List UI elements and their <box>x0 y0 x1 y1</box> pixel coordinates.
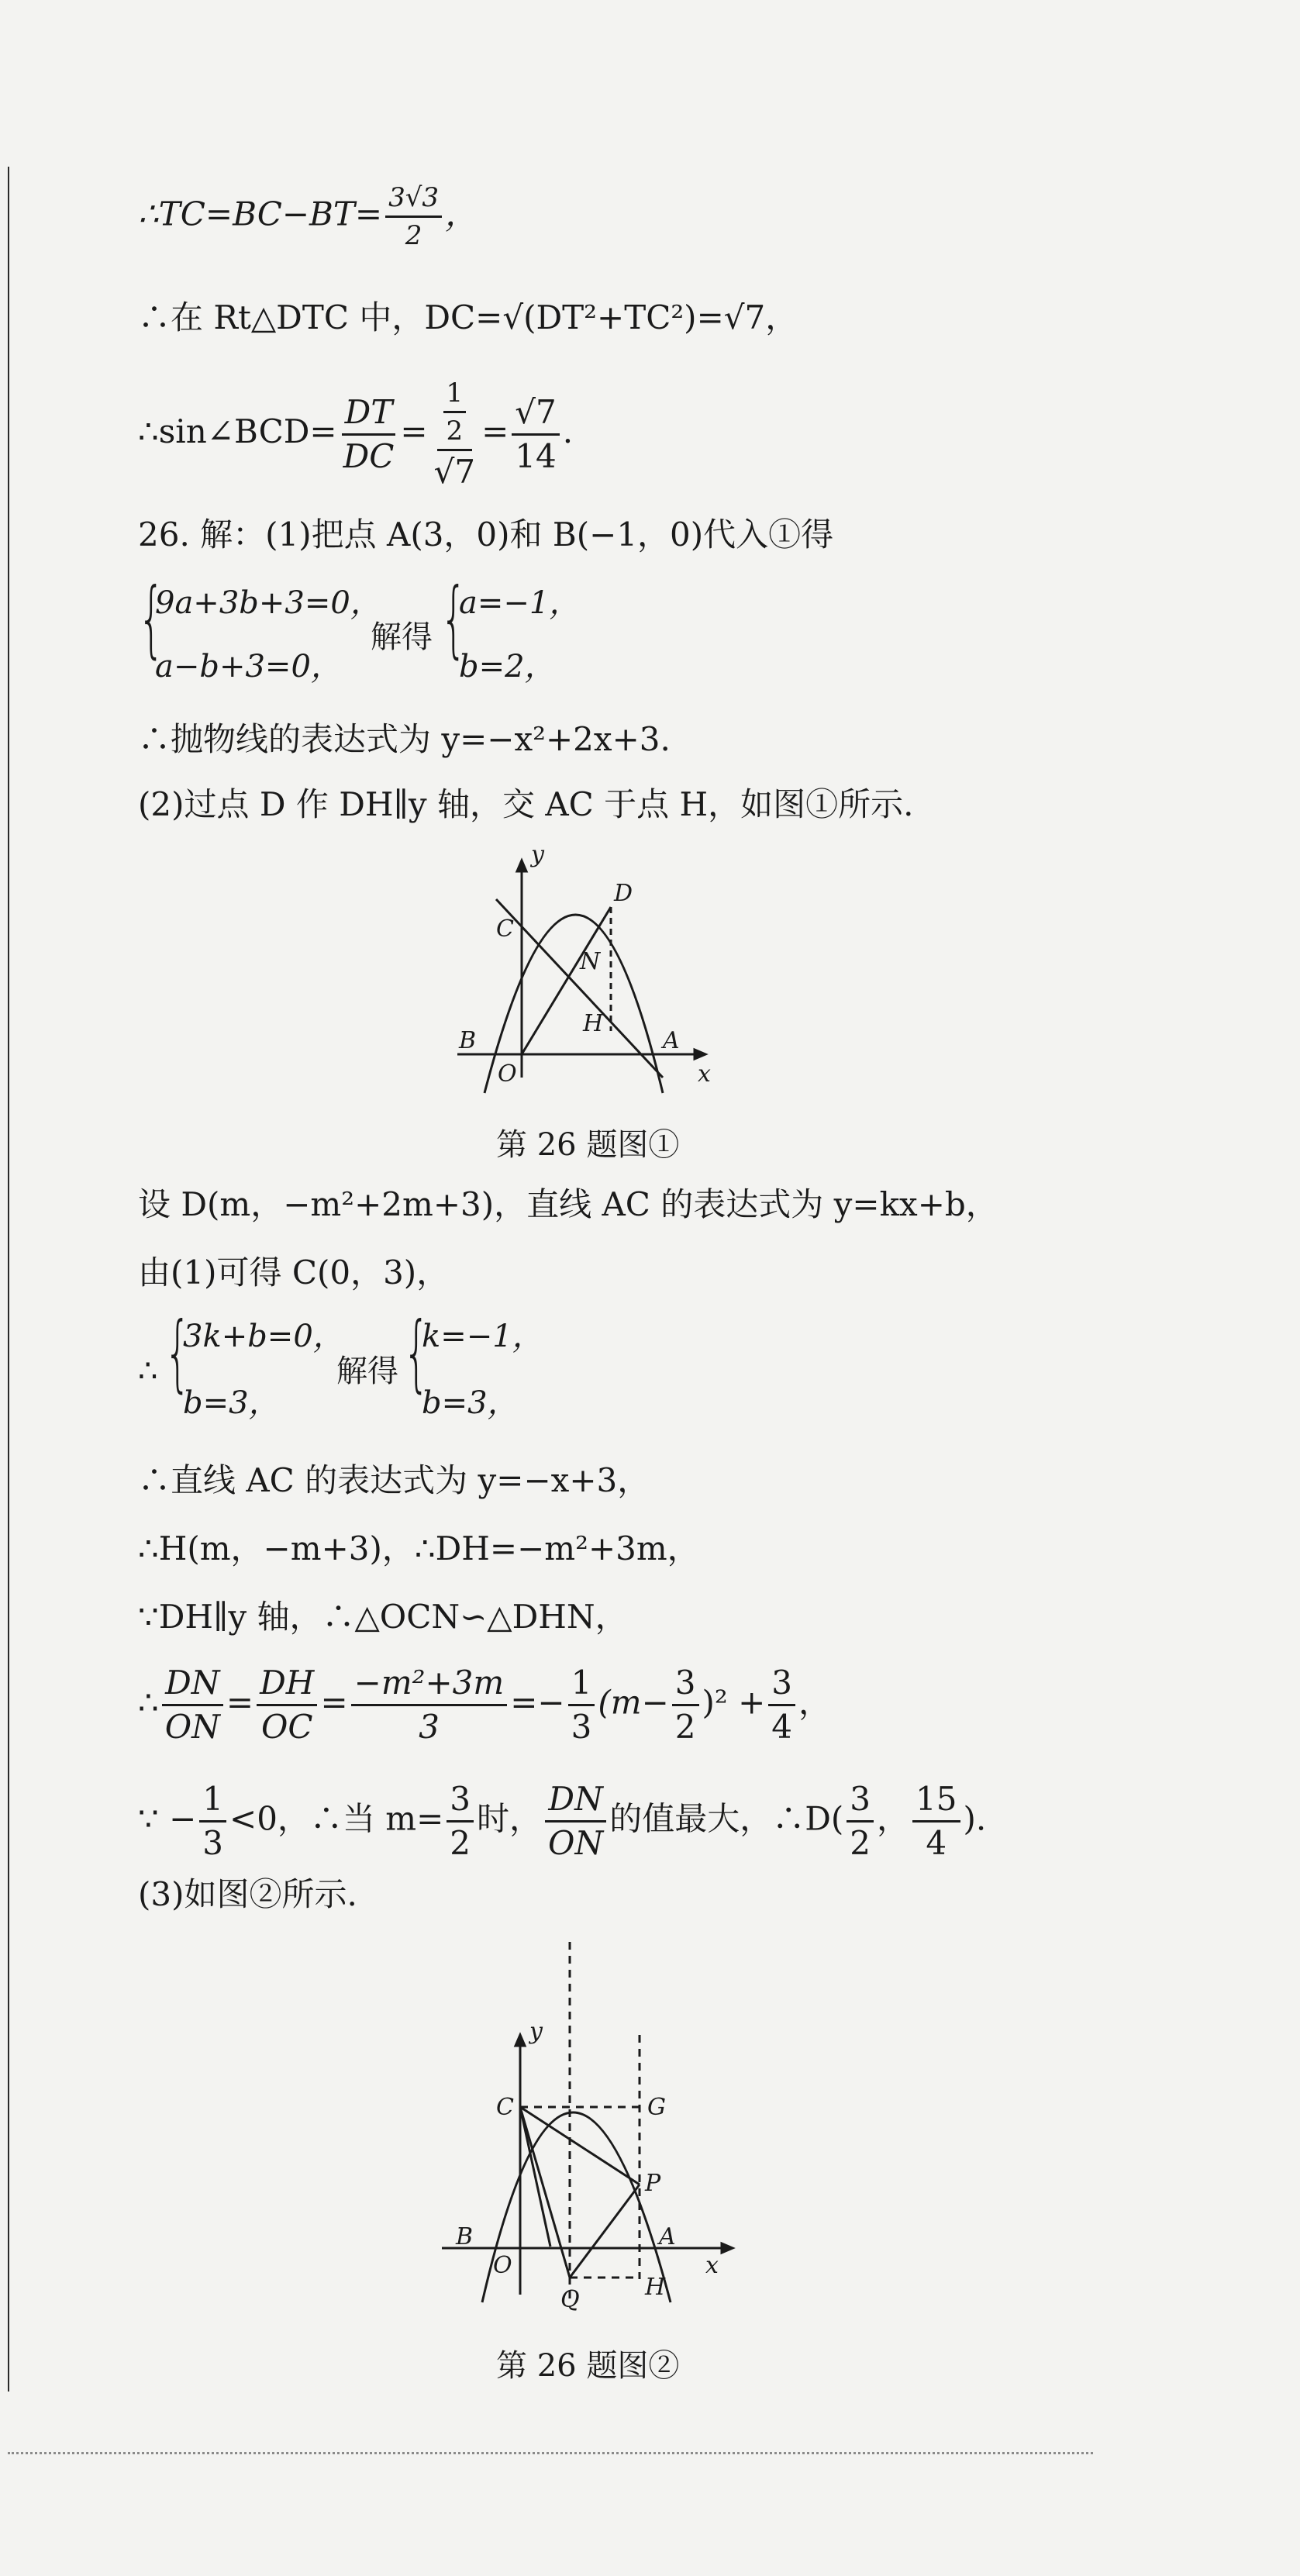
frac-den: 3 <box>571 1708 592 1746</box>
frac-num <box>437 380 473 451</box>
brace-left: { <box>440 571 467 667</box>
label-x: x <box>698 1060 711 1088</box>
line-tc <box>138 184 478 249</box>
frac-num: 3 <box>447 1783 474 1823</box>
max-mid3: 的值最大，∴D( <box>609 1799 844 1838</box>
frac-den: 14 <box>515 436 557 475</box>
frac-quadratic-over-3 <box>351 1664 508 1746</box>
frac-num: 3 <box>672 1667 699 1706</box>
maximum-line <box>138 1780 987 1862</box>
frac-den: 3 <box>419 1708 440 1746</box>
sys2-eq1: 3k+b=0， <box>183 1319 344 1354</box>
label-h: H <box>645 2274 666 2301</box>
point-h-line: ∴H(m，−m+3)，∴DH=−m²+3m， <box>138 1529 700 1567</box>
part-2-heading: (2)过点 D 作 DH∥y 轴，交 AC 于点 H，如图①所示. <box>138 785 914 823</box>
segment-cq <box>520 2107 570 2278</box>
frac-one-third <box>568 1664 595 1746</box>
frac-num: 3 <box>847 1783 874 1823</box>
label-a: A <box>663 1027 680 1054</box>
label-g: G <box>647 2094 666 2121</box>
equals: = <box>226 1683 254 1722</box>
frac-den: 2 <box>405 220 422 251</box>
frac-one-half <box>443 378 467 447</box>
frac-num: 3 <box>768 1667 795 1706</box>
sys1-res1: a=−1， <box>459 585 581 621</box>
sys1-solve-word: 解得 <box>371 619 433 655</box>
max-mid2: 时， <box>477 1799 543 1838</box>
frac-three-halves <box>672 1664 699 1746</box>
figure-2-caption: 第 26 题图② <box>496 2348 680 2384</box>
frac-den: OC <box>260 1708 313 1746</box>
label-c: C <box>496 2094 514 2121</box>
frac-den: ON <box>548 1824 604 1862</box>
sys2-res2: b=3， <box>422 1385 519 1421</box>
y-axis-arrow <box>517 860 526 871</box>
sys1-eq1: 9a+3b+3=0， <box>155 585 381 621</box>
label-h: H <box>583 1010 604 1037</box>
frac-den: 4 <box>771 1708 792 1746</box>
sys2-solve-word: 解得 <box>336 1354 398 1389</box>
frac-num: DH <box>257 1667 317 1706</box>
frac-three-halves <box>847 1780 874 1862</box>
frac-num: 1 <box>199 1783 226 1823</box>
label-d: D <box>614 880 633 907</box>
frac-dn-on <box>162 1664 223 1746</box>
therefore: ∴ <box>138 1683 159 1722</box>
margin-line <box>8 167 9 2392</box>
segment-qp <box>570 2185 640 2278</box>
max-suffix: ). <box>963 1799 987 1838</box>
label-n: N <box>580 948 601 975</box>
sys2-therefore: ∴ <box>138 1354 158 1389</box>
brace-left: { <box>164 1305 191 1402</box>
frac-num: −m²+3m <box>351 1667 508 1706</box>
line-tc-suffix: ， <box>445 195 478 233</box>
ratio-minus: =− <box>510 1683 565 1722</box>
part-3-heading: (3)如图②所示. <box>138 1875 357 1913</box>
similar-triangles-line: ∵DH∥y 轴，∴△OCN∽△DHN， <box>138 1598 628 1636</box>
sys2-res1: k=−1， <box>422 1319 543 1354</box>
max-mid1: <0，∴当 m= <box>229 1799 444 1838</box>
frac-dn-on <box>545 1780 606 1862</box>
sys1-res2: b=2， <box>459 649 556 685</box>
frac-den: 2 <box>850 1824 871 1862</box>
line-dc: ∴在 Rt△DTC 中，DC=√(DT²+TC²)=√7， <box>138 298 798 336</box>
label-c: C <box>496 916 514 943</box>
brace-left: { <box>138 571 165 667</box>
frac-num: 15 <box>912 1783 960 1823</box>
ratio-paren-close: )² + <box>702 1683 766 1722</box>
frac-half-over-root7 <box>431 378 478 491</box>
frac-one-third <box>199 1780 226 1862</box>
label-o: O <box>493 2252 512 2279</box>
x-axis-arrow <box>722 2243 733 2253</box>
label-a: A <box>659 2223 676 2250</box>
frac-den: 2 <box>446 416 464 447</box>
max-comma: ， <box>877 1799 910 1838</box>
ratio-line <box>138 1664 832 1746</box>
label-y: y <box>529 2018 543 2045</box>
from-c-line: 由(1)可得 C(0，3)， <box>138 1254 450 1291</box>
frac-den: DC <box>343 436 395 475</box>
figure-1 <box>442 845 729 1101</box>
ratio-paren-open: (m− <box>598 1683 669 1722</box>
line-sin-suffix: . <box>562 412 574 450</box>
segment-cp <box>520 2107 640 2185</box>
line-sin-prefix: ∴sin∠BCD= <box>138 412 337 450</box>
frac-den: ON <box>164 1708 220 1746</box>
label-q: Q <box>560 2286 580 2313</box>
frac-3root3-over-2 <box>385 184 442 249</box>
frac-root7-over-14 <box>512 392 559 475</box>
figure-1-caption: 第 26 题图① <box>496 1127 680 1163</box>
brace-left: { <box>403 1305 430 1402</box>
x-axis-arrow <box>695 1050 705 1059</box>
frac-num: √7 <box>512 396 559 436</box>
line-sin <box>138 378 574 491</box>
label-o: O <box>498 1060 517 1088</box>
frac-dt-dc <box>340 392 398 475</box>
y-axis-arrow <box>516 2035 525 2046</box>
frac-three-quarters <box>768 1664 795 1746</box>
frac-fifteen-quarters <box>912 1780 960 1862</box>
frac-den: 3 <box>202 1824 223 1862</box>
label-p: P <box>645 2170 661 2197</box>
frac-den: 2 <box>450 1824 471 1862</box>
frac-num: DN <box>545 1783 605 1823</box>
frac-num: 1 <box>443 380 467 413</box>
frac-num: 3√3 <box>385 184 442 218</box>
equals: = <box>400 412 428 450</box>
question-26-heading: 26. 解：(1)把点 A(3，0)和 B(−1，0)代入①得 <box>138 516 834 553</box>
equals: = <box>481 412 509 450</box>
frac-num: DT <box>342 396 396 436</box>
max-prefix: ∵ − <box>138 1799 197 1838</box>
frac-num: 1 <box>568 1667 595 1706</box>
frac-den: √7 <box>433 453 476 491</box>
set-d-line: 设 D(m，−m²+2m+3)，直线 AC 的表达式为 y=kx+b， <box>138 1185 998 1223</box>
label-b: B <box>459 1027 477 1054</box>
dotted-separator <box>8 2452 1093 2454</box>
frac-dh-oc <box>257 1664 317 1746</box>
frac-den: 2 <box>674 1708 696 1746</box>
line-ac-expression: ∴直线 AC 的表达式为 y=−x+3， <box>138 1461 650 1499</box>
label-b: B <box>456 2223 474 2250</box>
parabola-expression: ∴抛物线的表达式为 y=−x²+2x+3. <box>138 720 671 758</box>
line-tc-prefix: ∴TC=BC−BT= <box>138 195 383 233</box>
frac-den: 4 <box>926 1824 947 1862</box>
label-y: y <box>531 845 544 868</box>
equals: = <box>320 1683 348 1722</box>
sys2-eq2: b=3， <box>183 1385 280 1421</box>
frac-three-halves <box>447 1780 474 1862</box>
ratio-suffix: ， <box>798 1683 832 1722</box>
label-x: x <box>705 2252 719 2279</box>
figure-2 <box>434 1938 744 2318</box>
sys1-eq2: a−b+3=0， <box>155 649 342 685</box>
frac-num: DN <box>162 1667 222 1706</box>
